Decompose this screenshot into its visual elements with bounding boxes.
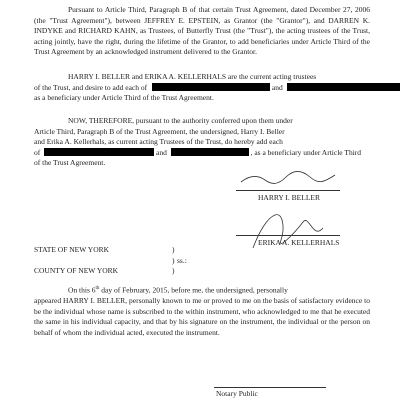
redaction-box — [171, 148, 249, 156]
venue-bracket: ) — [172, 255, 175, 265]
text-segment: , as a beneficiary under Article Third — [250, 147, 362, 157]
paragraph-current-trustees-line-2 — [34, 83, 400, 94]
text-segment: day of February, 2015, before me, the undersigned, personally — [99, 285, 288, 295]
paragraph-now-therefore-line-5: of the Trust Agreement. — [34, 158, 106, 167]
notary-acknowledgment-line-1 — [34, 284, 370, 296]
text-segment: of the Trust, and desire to add each of — [34, 82, 148, 92]
venue-ss: ss.: — [177, 255, 187, 265]
beller-signature-line — [236, 190, 340, 191]
venue-bracket: ) — [172, 266, 175, 275]
kellerhals-signature-line — [236, 235, 340, 236]
redaction-box — [152, 83, 270, 91]
ordinal-suffix: th — [95, 286, 100, 291]
redaction-box — [287, 83, 400, 91]
venue-state: STATE OF NEW YORK — [34, 245, 110, 254]
paragraph-current-trustees-line-1: HARRY I. BELLER and ERIKA A. KELLERHALS are the current acting trustees — [68, 72, 317, 81]
paragraph-now-therefore-line-2: Article Third, Paragraph B of the Trust Agreement, the undersigned, Harry I. Beller — [34, 126, 285, 136]
text-segment: On this 6 — [68, 285, 96, 295]
venue-county: COUNTY OF NEW YORK — [34, 266, 119, 275]
notary-acknowledgment — [34, 284, 370, 338]
kellerhals-name-label: ERIKA A. KELLERHALS — [258, 238, 340, 247]
venue-bracket: ) — [172, 245, 175, 254]
notary-acknowledgment-body: appeared HARRY I. BELLER, personally known to me or proved to me on the basis of satisfactory evidence to be the individual whose name is subscribed to the within instrument, who acknowledged to me that he executed the same in his individual capacity, and that by his signature on the instrument, the individual or the person on behalf of whom the individual acted, executed the instrument. — [34, 296, 370, 337]
text-segment: and — [156, 147, 167, 157]
paragraph-now-therefore-line-3: and Erika A. Kellerhals, as current acting Trustees of the Trust, do hereby add each — [34, 137, 283, 146]
redaction-box — [44, 148, 154, 156]
notary-signature-line — [214, 387, 326, 388]
notary-public-label: Notary Public — [216, 389, 258, 398]
paragraph-now-therefore-line-4 — [34, 148, 361, 159]
beller-signature — [238, 166, 338, 190]
text-segment: of — [34, 147, 41, 157]
text-segment: and — [271, 82, 283, 92]
paragraph-current-trustees-line-3: as a beneficiary under Article Third of the Trust Agreement. — [34, 93, 214, 102]
beller-name-label: HARRY I. BELLER — [258, 193, 321, 202]
paragraph-trust-agreement: Pursuant to Article Third, Paragraph B of that certain Trust Agreement, dated December 27, 2006 (the "Trust Agreement"), between JEFFREY E. EPSTEIN, as Grantor (the "Grantor"), and DARREN K. INDYKE and RICHARD KAHN, as Trustees, of Butterfly Trust (the "Trust"), the acting trustees of the Trust, acting jointly, have the right, during the lifetime of the Grantor, to add beneficiaries under Article Third of the Trust Agreement by an acknowledged instrument delivered to the Grantor. — [34, 5, 370, 56]
paragraph-now-therefore-line-1: NOW, THEREFORE, pursuant to the authority conferred upon them under — [68, 116, 293, 125]
